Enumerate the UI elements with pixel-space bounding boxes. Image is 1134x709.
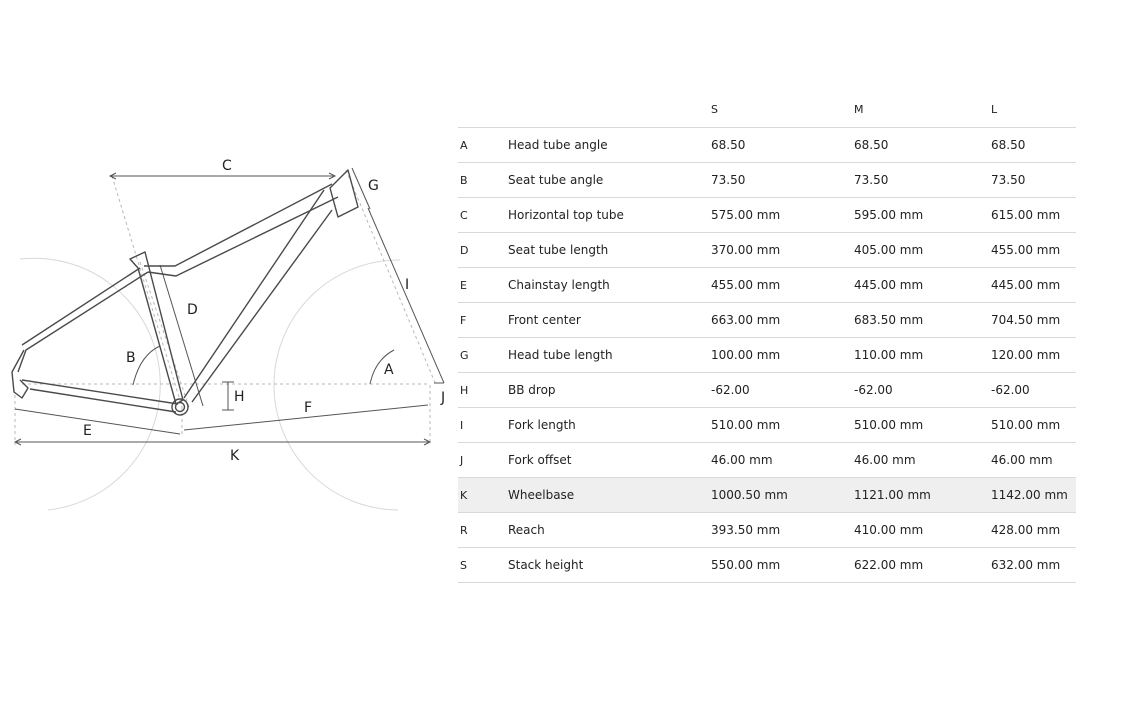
row-name: Fork offset — [508, 443, 711, 478]
header-size-s: S — [711, 92, 854, 128]
top-tube — [144, 184, 338, 276]
header-name — [508, 92, 711, 128]
row-value-m: 510.00 mm — [854, 408, 991, 443]
row-value-s: 68.50 — [711, 128, 854, 163]
table-row — [458, 478, 1076, 513]
row-value-s: 370.00 mm — [711, 233, 854, 268]
row-name: Horizontal top tube — [508, 198, 711, 233]
bike-geometry-diagram — [0, 0, 460, 709]
row-letter: A — [458, 128, 508, 163]
row-letter: E — [458, 268, 508, 303]
label-h: H — [234, 389, 245, 405]
row-value-l: 428.00 mm — [991, 513, 1076, 548]
header-letter — [458, 92, 508, 128]
label-g: G — [368, 178, 379, 194]
row-value-m: 405.00 mm — [854, 233, 991, 268]
header-size-m: M — [854, 92, 991, 128]
row-letter: C — [458, 198, 508, 233]
row-value-l: 445.00 mm — [991, 268, 1076, 303]
row-letter: F — [458, 303, 508, 338]
table-row — [458, 303, 1076, 338]
geometry-table — [458, 92, 1076, 583]
row-name: Reach — [508, 513, 711, 548]
row-value-s: 510.00 mm — [711, 408, 854, 443]
row-value-l: -62.00 — [991, 373, 1076, 408]
row-value-s: 46.00 mm — [711, 443, 854, 478]
row-value-s: 550.00 mm — [711, 548, 854, 583]
row-name: Chainstay length — [508, 268, 711, 303]
row-value-s: -62.00 — [711, 373, 854, 408]
row-value-s: 73.50 — [711, 163, 854, 198]
row-value-m: 1121.00 mm — [854, 478, 991, 513]
dim-i-line — [368, 208, 444, 383]
row-letter: H — [458, 373, 508, 408]
row-name: BB drop — [508, 373, 711, 408]
label-b: B — [126, 350, 136, 366]
row-value-s: 455.00 mm — [711, 268, 854, 303]
dimension-lines — [15, 168, 444, 445]
row-letter: D — [458, 233, 508, 268]
row-value-s: 393.50 mm — [711, 513, 854, 548]
label-f: F — [304, 400, 313, 416]
row-letter: J — [458, 443, 508, 478]
rear-dropout — [12, 350, 28, 398]
table-row — [458, 338, 1076, 373]
front-wheel-circle — [274, 260, 400, 510]
row-value-l: 73.50 — [991, 163, 1076, 198]
row-value-l: 120.00 mm — [991, 338, 1076, 373]
row-value-l: 46.00 mm — [991, 443, 1076, 478]
table-row — [458, 443, 1076, 478]
row-value-s: 575.00 mm — [711, 198, 854, 233]
row-name: Stack height — [508, 548, 711, 583]
row-value-s: 663.00 mm — [711, 303, 854, 338]
row-name: Fork length — [508, 408, 711, 443]
label-c: C — [222, 158, 232, 174]
row-value-l: 455.00 mm — [991, 233, 1076, 268]
table-row — [458, 163, 1076, 198]
table-row — [458, 198, 1076, 233]
row-value-l: 510.00 mm — [991, 408, 1076, 443]
header-size-l: L — [991, 92, 1076, 128]
row-letter: B — [458, 163, 508, 198]
head-tube — [330, 170, 358, 217]
row-letter: K — [458, 478, 508, 513]
row-value-l: 632.00 mm — [991, 548, 1076, 583]
row-value-m: 46.00 mm — [854, 443, 991, 478]
label-k: K — [230, 448, 240, 464]
label-a: A — [384, 362, 394, 378]
row-name: Head tube length — [508, 338, 711, 373]
table-row — [458, 408, 1076, 443]
table-row — [458, 268, 1076, 303]
row-value-l: 68.50 — [991, 128, 1076, 163]
row-value-s: 1000.50 mm — [711, 478, 854, 513]
row-value-m: 683.50 mm — [854, 303, 991, 338]
row-value-m: 68.50 — [854, 128, 991, 163]
row-value-m: 73.50 — [854, 163, 991, 198]
row-value-m: 622.00 mm — [854, 548, 991, 583]
table-row — [458, 373, 1076, 408]
label-e: E — [83, 423, 92, 439]
bike-frame — [12, 170, 358, 415]
table-row — [458, 513, 1076, 548]
row-name: Head tube angle — [508, 128, 711, 163]
row-value-l: 704.50 mm — [991, 303, 1076, 338]
row-letter: S — [458, 548, 508, 583]
row-value-m: 445.00 mm — [854, 268, 991, 303]
row-value-m: 110.00 mm — [854, 338, 991, 373]
row-name: Front center — [508, 303, 711, 338]
row-letter: G — [458, 338, 508, 373]
seat-tube — [130, 252, 183, 404]
down-tube — [184, 190, 332, 402]
construction-lines — [15, 170, 436, 445]
table-body — [458, 128, 1076, 583]
label-i: I — [405, 277, 410, 293]
row-value-s: 100.00 mm — [711, 338, 854, 373]
row-value-l: 615.00 mm — [991, 198, 1076, 233]
table-header-row — [458, 92, 1076, 128]
row-letter: R — [458, 513, 508, 548]
row-letter: I — [458, 408, 508, 443]
table-row — [458, 128, 1076, 163]
row-value-l: 1142.00 mm — [991, 478, 1076, 513]
chain-stay — [22, 380, 178, 412]
row-name: Seat tube length — [508, 233, 711, 268]
row-value-m: 595.00 mm — [854, 198, 991, 233]
label-j: J — [441, 390, 446, 406]
row-name: Seat tube angle — [508, 163, 711, 198]
row-value-m: 410.00 mm — [854, 513, 991, 548]
table-row — [458, 233, 1076, 268]
row-value-m: -62.00 — [854, 373, 991, 408]
label-d: D — [187, 302, 198, 318]
table-row — [458, 548, 1076, 583]
row-name: Wheelbase — [508, 478, 711, 513]
